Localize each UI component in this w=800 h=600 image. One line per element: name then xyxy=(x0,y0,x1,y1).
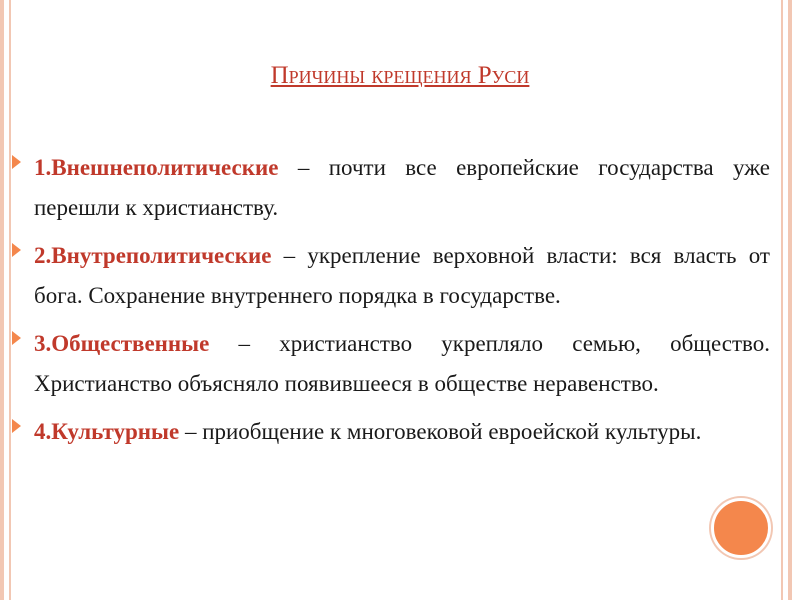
list-item xyxy=(12,324,770,404)
frame-right-outer xyxy=(788,0,792,600)
reasons-list xyxy=(12,148,770,460)
item-term: 2.Внутреполитические xyxy=(34,243,272,268)
slide-title: Причины крещения Руси xyxy=(270,62,530,89)
bullet-icon xyxy=(12,243,21,257)
item-description: – укрепление верховной власти: вся власть от бога. Сохранение внутреннего порядка в государстве. xyxy=(34,243,770,308)
decorative-circle xyxy=(711,498,771,558)
item-text xyxy=(34,236,770,316)
item-description: – приобщение к многовековой евроейской культуры. xyxy=(179,419,702,444)
item-description: – христианство укрепляло семью, общество. Христианство объясняло появившееся в обществе неравенство. xyxy=(34,331,770,396)
bullet-icon xyxy=(12,419,21,433)
frame-left-outer xyxy=(0,0,4,600)
item-term: 3.Общественные xyxy=(34,331,210,356)
frame-right-inner xyxy=(781,0,783,600)
frame-left-inner xyxy=(9,0,11,600)
bullet-icon xyxy=(12,331,21,345)
item-description: – почти все европейские государства уже перешли к христианству. xyxy=(34,155,770,220)
item-text xyxy=(34,148,770,228)
list-item xyxy=(12,236,770,316)
item-term: 4.Культурные xyxy=(34,419,180,444)
list-item xyxy=(12,412,770,452)
bullet-icon xyxy=(12,155,21,169)
item-text xyxy=(34,412,770,452)
item-term: 1.Внешнеполитические xyxy=(34,155,279,180)
item-text xyxy=(34,324,770,404)
list-item xyxy=(12,148,770,228)
